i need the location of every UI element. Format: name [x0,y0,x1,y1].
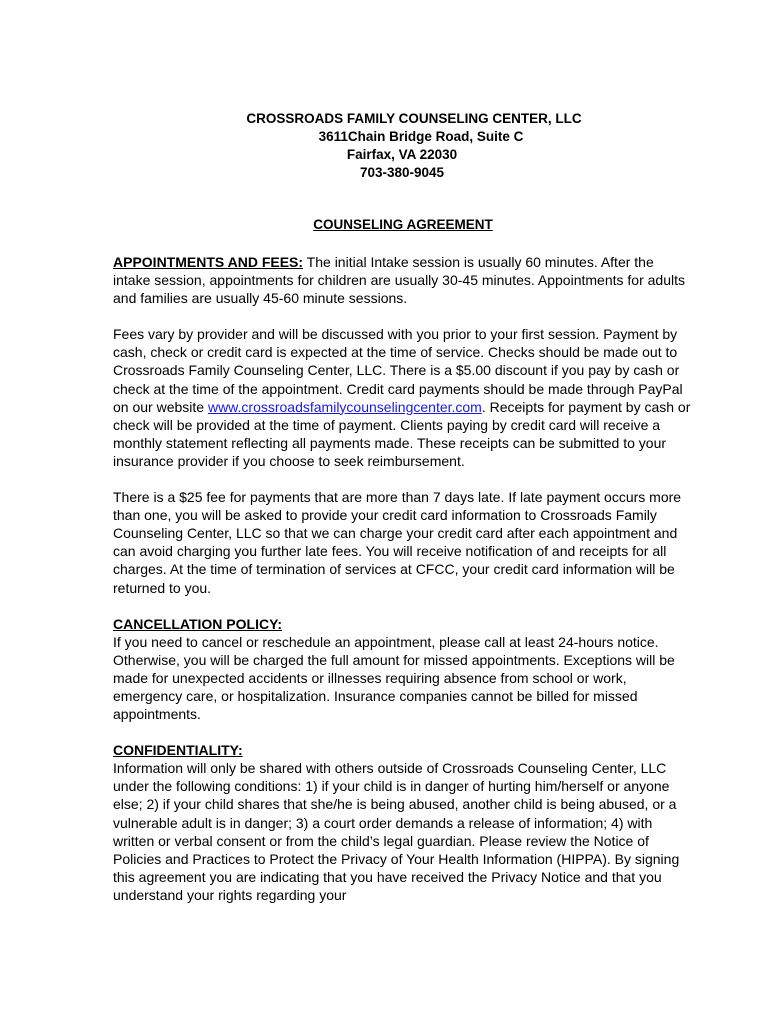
letterhead [0,110,770,182]
street-address: 3611Chain Bridge Road, Suite C [318,129,524,144]
cancellation-paragraph [113,615,693,724]
company-name: CROSSROADS FAMILY COUNSELING CENTER, LLC [246,111,582,126]
phone-number: 703-380-9045 [359,165,445,180]
document-title [0,217,770,232]
cancellation-heading: CANCELLATION POLICY: [113,615,283,632]
late-fee-paragraph: There is a $25 fee for payments that are more than 7 days late. If late payment occurs more than one, you will be asked to provide your credit card information to Crossroads Family Counseling Center, LLC so that we can charge your credit card after each appointment and can avoid charging you further late fees. You will receive notification of and receipts for all charges. At the time of termination of services at CFCC, your credit card information will be returned to you. [113,489,682,596]
fees-text-before-link: Fees vary by provider and will be discussed with you prior to your first session. Payment by cash, check or credit card is expected at the time of service. Checks should be made out to Crossroads Family Counseling Center, LLC. There is a $5.00 discount if you pay by cash or check at the time of the appointment. Credit card payments should be made through PayPal on our website [113,326,683,415]
document-body [113,253,693,922]
confidentiality-text: Information will only be shared with others outside of Crossroads Counseling Center, LLC under the following conditions: 1) if your child is in danger of hurting him/herself or anyone else; 2) if your child shares that she/he is being abused, another child is being abused, or a vulnerable adult is in danger; 3) a court order demands a release of information; 4) with written or verbal consent or from the child’s legal guardian. Please review the Notice of Policies and Practices to Protect the Privacy of Your Health Information (HIPPA). By signing this agreement you are indicating that you have received the Privacy Notice and that you understand your rights regarding your [113,760,680,903]
confidentiality-heading: CONFIDENTIALITY: [113,742,243,759]
confidentiality-paragraph [113,741,693,904]
appointments-heading: APPOINTMENTS AND FEES: [113,254,304,270]
fees-text-after-link: . Receipts for payment by cash or check will be provided at the time of payment. Clients paying by credit card will receive a monthly statement reflecting all payments made. These receipts can be submitted to your insurance provider if you choose to seek reimbursement. [113,398,691,469]
appointments-paragraph [113,253,693,307]
city-state-zip: Fairfax, VA 22030 [346,147,458,162]
document-title-text: COUNSELING AGREEMENT [313,217,493,232]
appointments-text: The initial Intake session is usually 60 minutes. After the intake session, appointments for children are usually 30-45 minutes. Appointments for adults and families are usually 45-60 minute sessions. [113,254,685,307]
website-link[interactable]: www.crossroadsfamilycounselingcenter.com [207,398,482,415]
fees-paragraph [113,325,693,470]
cancellation-text: If you need to cancel or reschedule an appointment, please call at least 24-hours notice. Otherwise, you will be charged the full amount for missed appointments. Exceptions will be made for unexpected accidents or illnesses requiring absence from school or work, emergency care, or hospitalization. Insurance companies cannot be billed for missed appointments. [113,633,675,723]
